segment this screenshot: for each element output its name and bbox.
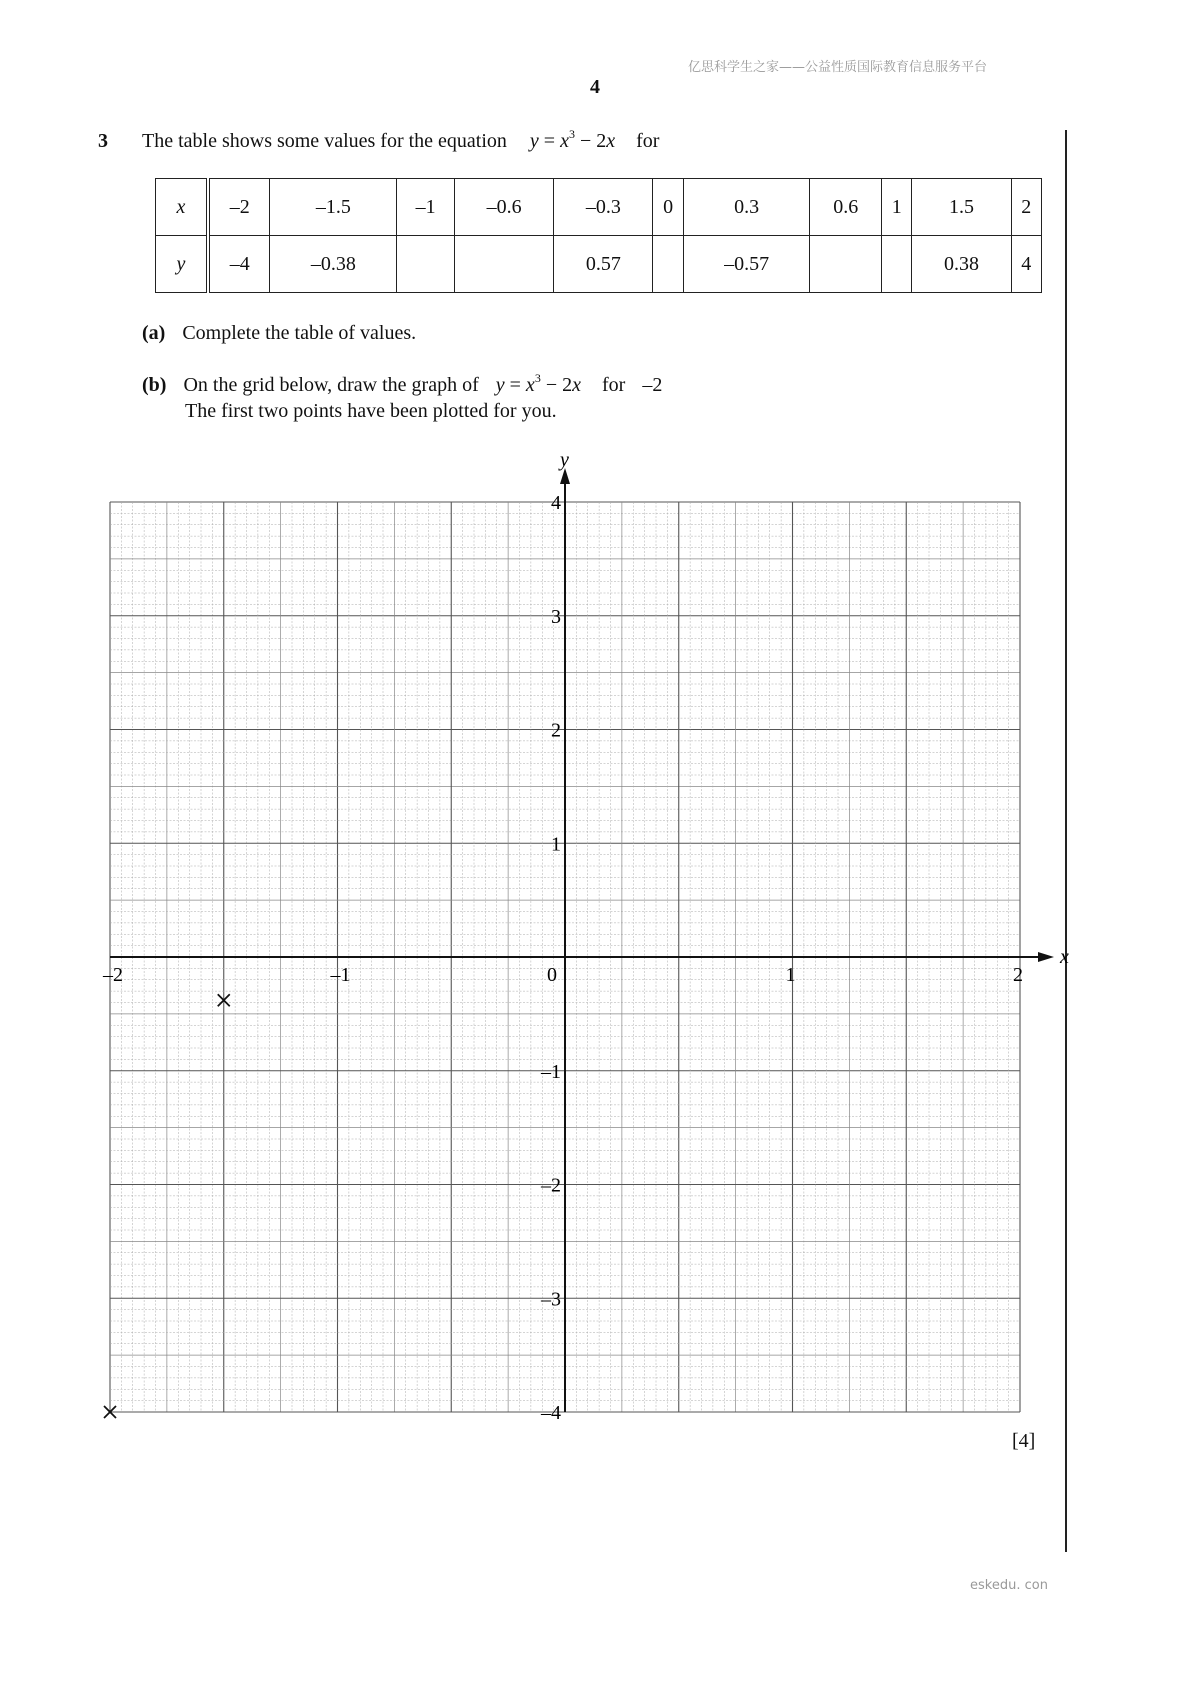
y-tick-label: 1 (551, 833, 561, 856)
y-tick-label: –3 (541, 1288, 561, 1311)
part-b-label: (b) (142, 374, 167, 396)
x-value-cell: –2 (208, 179, 270, 236)
y-tick-label: –2 (541, 1174, 561, 1197)
part-b-range: –2 (642, 374, 663, 396)
x-value-cell: 1 (882, 179, 912, 236)
y-tick-label: –4 (541, 1402, 561, 1424)
y-tick-label: –1 (541, 1060, 561, 1083)
y-value-cell: 4 (1011, 236, 1041, 293)
x-tick-label: 1 (785, 964, 796, 986)
y-value-cell: 0.38 (912, 236, 1011, 293)
part-b-line2: The first two points have been plotted for you. (185, 400, 557, 422)
x-value-cell: 0.6 (810, 179, 882, 236)
y-axis-label: y (560, 449, 569, 471)
x-value-cell: –1.5 (270, 179, 397, 236)
x-tick-label: –1 (330, 964, 351, 986)
x-value-cell: 1.5 (912, 179, 1011, 236)
intro-for: for (636, 130, 660, 152)
intro-text: The table shows some values for the equation (142, 130, 507, 152)
part-a-label: (a) (142, 322, 166, 344)
x-value-cell: –0.6 (455, 179, 554, 236)
y-tick-label: 2 (551, 719, 561, 742)
x-axis-arrow-icon (1038, 952, 1054, 962)
y-value-cell: 0.57 (554, 236, 653, 293)
intro-equation: $y = x^3 - 2x$ (529, 127, 616, 152)
marks: [4] (1012, 1430, 1036, 1452)
part-a-text: Complete the table of values. (182, 322, 417, 344)
watermark-bottom: eskedu. con (970, 1578, 1048, 1593)
x-tick-label: 2 (1013, 964, 1023, 986)
y-value-cell: –0.57 (683, 236, 810, 293)
part-b-text: On the grid below, draw the graph of (183, 374, 479, 396)
y-tick-label: 4 (551, 492, 561, 514)
x-value-cell: 0 (653, 179, 683, 236)
x-value-cell: 0.3 (683, 179, 810, 236)
page-number: 4 (590, 76, 600, 98)
part-b-equation: $y = x^3 - 2x$ (495, 371, 581, 396)
x-header: x (156, 179, 209, 236)
x-value-cell: 2 (1011, 179, 1041, 236)
x-value-cell: –1 (397, 179, 455, 236)
watermark-top: 亿思科学生之家——公益性质国际教育信息服务平台 (688, 60, 988, 75)
x-tick-label: –2 (103, 964, 123, 986)
x-tick-label: 0 (547, 964, 557, 986)
y-tick-label: 3 (551, 605, 561, 628)
y-value-cell: –0.38 (270, 236, 397, 293)
part-b-for: for (601, 374, 626, 396)
question-number: 3 (98, 130, 108, 152)
x-axis-label: x (1060, 946, 1069, 968)
y-header: y (156, 236, 209, 293)
x-value-cell: –0.3 (554, 179, 653, 236)
y-value-cell: –4 (208, 236, 270, 293)
